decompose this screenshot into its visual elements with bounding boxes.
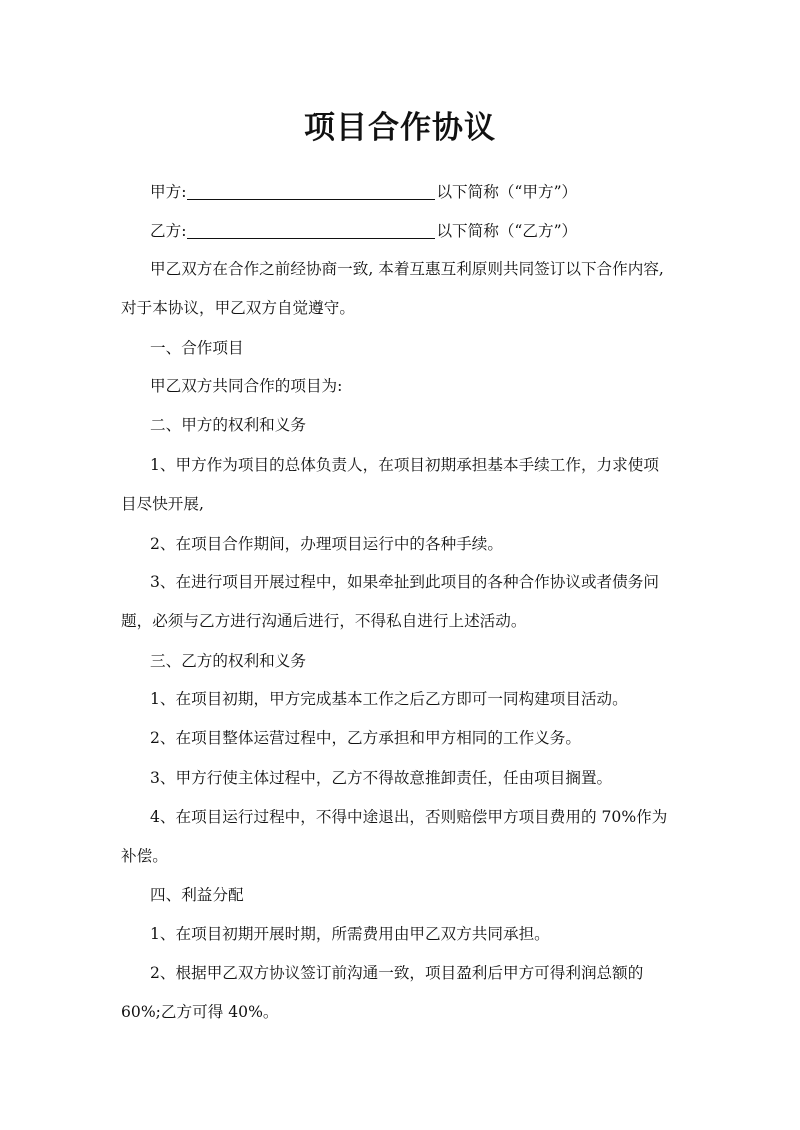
section-4-item-2-line-1: 2、根据甲乙双方协议签订前沟通一致，项目盈利后甲方可得利润总额的 bbox=[150, 964, 644, 982]
section-3-heading: 三、乙方的权利和义务 bbox=[150, 652, 306, 670]
section-2-item-3-line-1: 3、在进行项目开展过程中，如果牵扯到此项目的各种合作协议或者债务问 bbox=[150, 573, 659, 591]
section-2-heading: 二、甲方的权利和义务 bbox=[150, 416, 306, 434]
party-b-suffix: 以下简称（“乙方”） bbox=[436, 222, 578, 240]
section-2-item-2: 2、在项目合作期间，办理项目运行中的各种手续。 bbox=[150, 535, 503, 553]
intro-line-1: 甲乙双方在合作之前经协商一致, 本着互惠互利原则共同签订以下合作内容, bbox=[150, 260, 664, 278]
party-b-row bbox=[150, 219, 577, 243]
party-a-label: 甲方: bbox=[150, 183, 187, 201]
section-3-item-4-line-2: 补偿。 bbox=[121, 847, 168, 865]
intro-line-2: 对于本协议，甲乙双方自觉遵守。 bbox=[121, 299, 355, 317]
section-3-item-4-line-1: 4、在项目运行过程中，不得中途退出，否则赔偿甲方项目费用的 70%作为 bbox=[150, 808, 668, 826]
section-3-item-1: 1、在项目初期，甲方完成基本工作之后乙方即可一同构建项目活动。 bbox=[150, 690, 628, 708]
section-1-text: 甲乙双方共同合作的项目为: bbox=[150, 377, 343, 395]
section-1-heading: 一、合作项目 bbox=[150, 339, 244, 357]
party-b-blank-line bbox=[187, 220, 435, 239]
section-3-item-3: 3、甲方行使主体过程中，乙方不得故意推卸责任，任由项目搁置。 bbox=[150, 769, 613, 787]
party-b-label: 乙方: bbox=[150, 222, 187, 240]
section-2-item-3-line-2: 题，必须与乙方进行沟通后进行，不得私自进行上述活动。 bbox=[121, 612, 527, 630]
party-a-row bbox=[150, 180, 577, 204]
section-2-item-1-line-2: 目尽快开展, bbox=[121, 495, 204, 513]
section-4-item-1: 1、在项目初期开展时期，所需费用由甲乙双方共同承担。 bbox=[150, 925, 550, 943]
section-4-item-2-line-2: 60%;乙方可得 40%。 bbox=[121, 1003, 279, 1021]
party-a-suffix: 以下简称（“甲方”） bbox=[436, 183, 578, 201]
party-a-blank-line bbox=[187, 181, 435, 200]
document-title: 项目合作协议 bbox=[304, 110, 496, 146]
section-3-item-2: 2、在项目整体运营过程中，乙方承担和甲方相同的工作义务。 bbox=[150, 729, 581, 747]
section-2-item-1-line-1: 1、甲方作为项目的总体负责人，在项目初期承担基本手续工作，力求使项 bbox=[150, 456, 659, 474]
section-4-heading: 四、利益分配 bbox=[150, 886, 244, 904]
